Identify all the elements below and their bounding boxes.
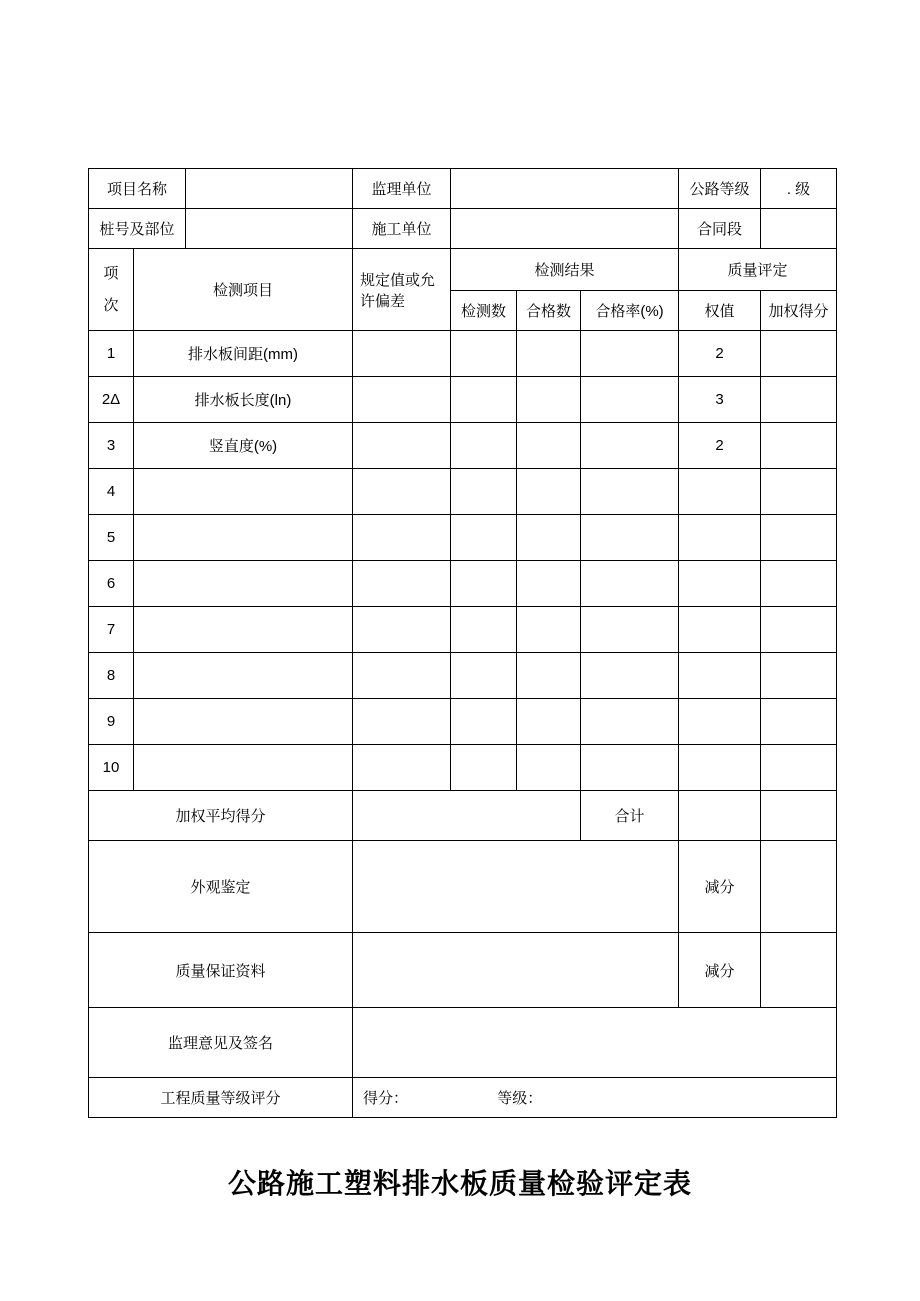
header-spec-value: 规定值或允许偏差 [353,249,451,331]
appearance-label: 外观鉴定 [89,841,353,933]
row-weight-cell: 3 [679,377,761,423]
table-row [89,469,837,515]
row-no: 4 [89,469,134,515]
header-result-group: 检测结果 [451,249,679,291]
row-score-field[interactable] [761,745,837,791]
row-qualified-field[interactable] [517,423,581,469]
header-weight: 权值 [679,291,761,331]
row-item[interactable] [134,515,353,561]
row-tested-field[interactable] [451,607,517,653]
row-rate-field[interactable] [581,423,679,469]
row-spec-field[interactable] [353,561,451,607]
highway-grade-field[interactable]: . 级 [761,169,837,209]
row-spec-field[interactable] [353,745,451,791]
qa-deduction-field[interactable] [761,933,837,1008]
header-tested: 检测数 [451,291,517,331]
table-row [89,699,837,745]
row-no: 1 [89,331,134,377]
row-spec-field[interactable] [353,377,451,423]
weighted-average-row [89,791,837,841]
row-score-field[interactable] [761,653,837,699]
construction-unit-field[interactable] [451,209,679,249]
table-row [89,561,837,607]
stake-field[interactable] [186,209,353,249]
grade-score-field[interactable] [353,1078,837,1118]
qa-label: 质量保证资料 [89,933,353,1008]
row-item: 排水板间距(mm) [134,331,353,377]
row-qualified-field[interactable] [517,515,581,561]
row-weight-cell[interactable] [679,699,761,745]
stake-label: 桩号及部位 [89,209,186,249]
row-spec-field[interactable] [353,607,451,653]
table-row [89,331,837,377]
row-no: 8 [89,653,134,699]
row-spec-field[interactable] [353,515,451,561]
row-no: 2Δ [89,377,134,423]
header-qualified: 合格数 [517,291,581,331]
row-weight-cell[interactable] [679,469,761,515]
header-weighted-score: 加权得分 [761,291,837,331]
weighted-average-label: 加权平均得分 [89,791,353,841]
row-weight-cell[interactable] [679,607,761,653]
row-item[interactable] [134,745,353,791]
row-rate-field[interactable] [581,377,679,423]
info-row-stake [89,209,837,249]
row-qualified-field[interactable] [517,745,581,791]
header-item-no-label: 项次 [103,265,119,314]
supervision-label: 监理意见及签名 [89,1008,353,1078]
row-item[interactable] [134,699,353,745]
row-score-field[interactable] [761,331,837,377]
row-spec-field[interactable] [353,699,451,745]
row-score-field[interactable] [761,607,837,653]
row-no: 10 [89,745,134,791]
row-item[interactable] [134,469,353,515]
row-spec-field[interactable] [353,331,451,377]
row-tested-field[interactable] [451,745,517,791]
row-qualified-field[interactable] [517,469,581,515]
row-tested-field[interactable] [451,331,517,377]
row-qualified-field[interactable] [517,699,581,745]
appearance-row [89,841,837,933]
row-qualified-field[interactable] [517,377,581,423]
row-item[interactable] [134,653,353,699]
total-label: 合计 [581,791,679,841]
row-item[interactable] [134,607,353,653]
total-field[interactable] [679,791,761,841]
row-item: 排水板长度(ln) [134,377,353,423]
row-item[interactable] [134,561,353,607]
row-score-field[interactable] [761,377,837,423]
row-rate-field[interactable] [581,699,679,745]
table-row [89,745,837,791]
table-row [89,607,837,653]
row-weight-cell[interactable] [679,561,761,607]
row-qualified-field[interactable] [517,331,581,377]
document-title: 公路施工塑料排水板质量检验评定表 [227,1168,692,1199]
row-spec-field[interactable] [353,423,451,469]
row-tested-field[interactable] [451,561,517,607]
header-pass-rate: 合格率(%) [581,291,679,331]
row-qualified-field[interactable] [517,607,581,653]
grade-score-row [89,1078,837,1118]
row-score-field[interactable] [761,561,837,607]
supervision-field[interactable] [353,1008,837,1078]
row-no: 9 [89,699,134,745]
table-row [89,423,837,469]
row-qualified-field[interactable] [517,653,581,699]
supervision-unit-field[interactable] [451,169,679,209]
row-rate-field[interactable] [581,331,679,377]
table-row [89,653,837,699]
inspection-form-table [88,168,837,1118]
header-item-no [89,249,134,331]
supervision-unit-label: 监理单位 [353,169,451,209]
header-inspection-item: 检测项目 [134,249,353,331]
row-score-field[interactable] [761,699,837,745]
row-rate-field[interactable] [581,653,679,699]
row-no: 7 [89,607,134,653]
row-rate-field[interactable] [581,607,679,653]
appearance-deduction-label: 减分 [679,841,761,933]
row-weight-cell[interactable] [679,653,761,699]
supervision-row [89,1008,837,1078]
highway-grade-label: 公路等级 [679,169,761,209]
header-quality-group: 质量评定 [679,249,837,291]
row-score-field[interactable] [761,515,837,561]
row-tested-field[interactable] [451,515,517,561]
row-score-field[interactable] [761,469,837,515]
qa-field[interactable] [353,933,679,1008]
row-rate-field[interactable] [581,745,679,791]
row-qualified-field[interactable] [517,561,581,607]
row-weight-cell[interactable] [679,745,761,791]
row-tested-field[interactable] [451,377,517,423]
row-tested-field[interactable] [451,653,517,699]
qa-deduction-label: 减分 [679,933,761,1008]
grade-score-label: 工程质量等级评分 [89,1078,353,1118]
qa-row [89,933,837,1008]
row-weight-cell: 2 [679,331,761,377]
row-no: 3 [89,423,134,469]
row-tested-field[interactable] [451,699,517,745]
row-rate-field[interactable] [581,561,679,607]
contract-section-label: 合同段 [679,209,761,249]
info-row-project [89,169,837,209]
table-row [89,377,837,423]
row-item: 竖直度(%) [134,423,353,469]
appearance-deduction-field[interactable] [761,841,837,933]
construction-unit-label: 施工单位 [353,209,451,249]
row-weight-cell[interactable] [679,515,761,561]
header-row-top [89,249,837,291]
row-rate-field[interactable] [581,469,679,515]
row-rate-field[interactable] [581,515,679,561]
row-no: 5 [89,515,134,561]
project-name-label: 项目名称 [89,169,186,209]
row-spec-field[interactable] [353,469,451,515]
grade-label: 等级： [497,1090,543,1107]
row-tested-field[interactable] [451,469,517,515]
row-weight-cell: 2 [679,423,761,469]
row-spec-field[interactable] [353,653,451,699]
row-tested-field[interactable] [451,423,517,469]
weighted-average-field[interactable] [353,791,581,841]
row-score-field[interactable] [761,423,837,469]
score-label: 得分： [363,1090,409,1107]
appearance-field[interactable] [353,841,679,933]
contract-section-field[interactable] [761,209,837,249]
project-name-field[interactable] [186,169,353,209]
row-no: 6 [89,561,134,607]
table-row [89,515,837,561]
total-extra-field[interactable] [761,791,837,841]
